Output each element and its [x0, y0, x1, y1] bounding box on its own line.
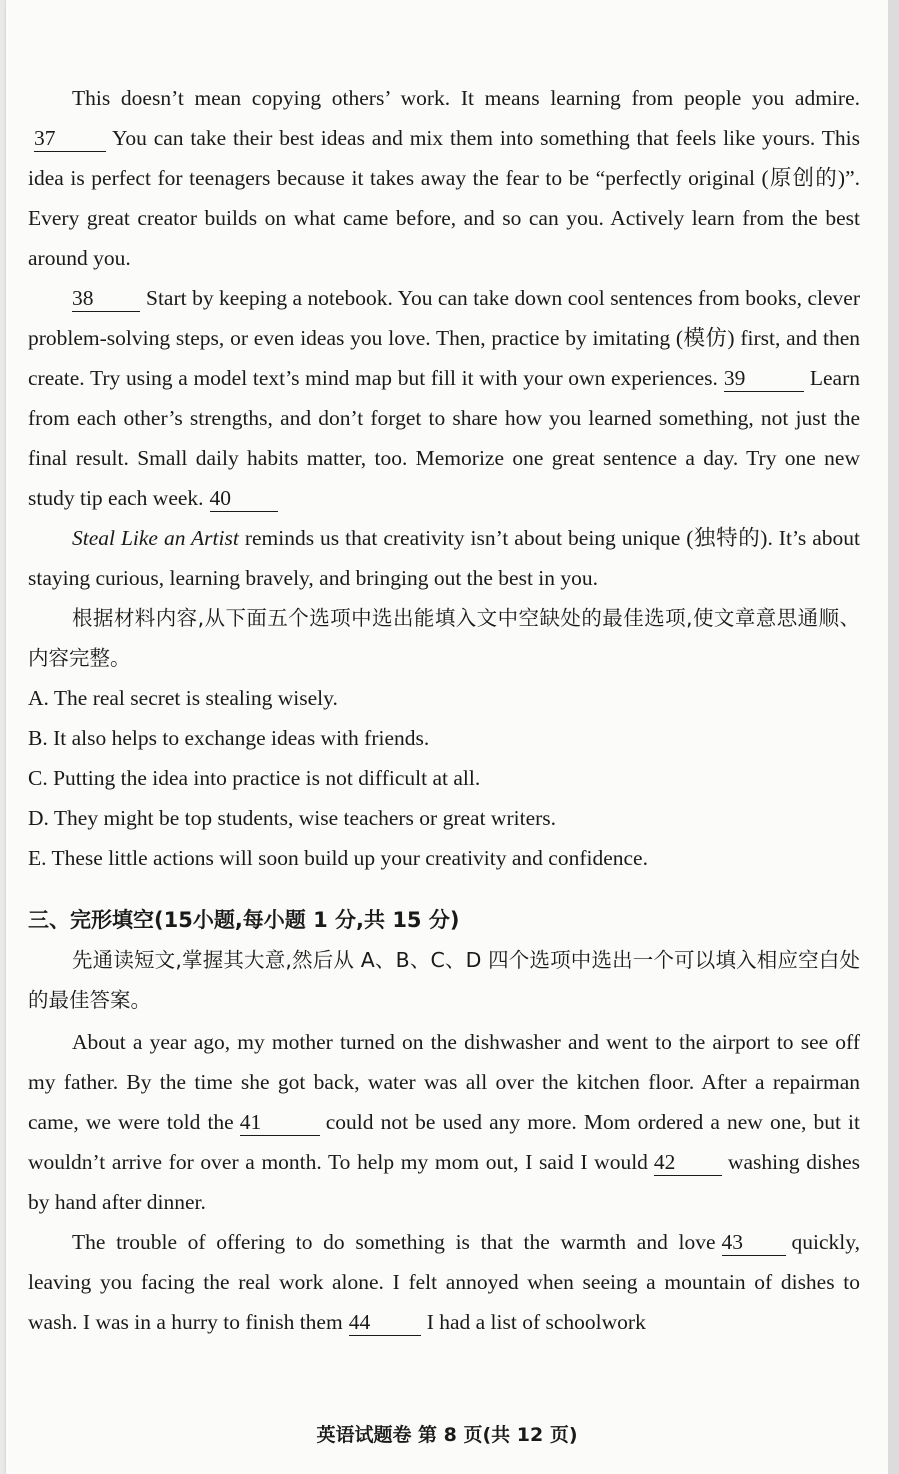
blank-39: 39: [724, 365, 804, 392]
cloze-paragraph-2: [28, 1222, 860, 1342]
option-d: D. They might be top students, wise teachers or great writers.: [28, 806, 557, 830]
seven-choose-five-instruction: 根据材料内容,从下面五个选项中选出能填入文中空缺处的最佳选项,使文章意思通顺、内容完整。: [28, 606, 860, 670]
paragraph-text: could not be used any more. Mom ordered a new one, but it wouldn’t arrive for over a month. To help my mom out, I said I would: [28, 1110, 860, 1174]
paragraph-text: This doesn’t mean copying others’ work. It means learning from people you admire.: [72, 86, 860, 110]
paragraph-text: Learn from each other’s strengths, and don’t forget to share how you learned something, not just the final result. Small daily habits matter, too. Memorize one great sentence a day. Try one new study tip each week.: [28, 366, 860, 510]
paragraph-text: quickly, leaving you facing the real work alone. I felt annoyed when seeing a mountain of dishes to wash. I was in a hurry to finish them: [28, 1230, 860, 1334]
page-edge-shadow: [888, 0, 899, 1474]
blank-40: 40: [210, 485, 278, 512]
passage-paragraph-1: [28, 78, 860, 278]
book-title: Steal Like an Artist: [72, 526, 239, 550]
paragraph-text: Start by keeping a notebook. You can take down cool sentences from books, clever problem-solving steps, or even ideas you love. Then, practice by imitating (模仿) first, and then create. Try using a model text’s mind map but fill it with your own experiences.: [28, 286, 860, 390]
option-e: E. These little actions will soon build up your creativity and confidence.: [28, 846, 648, 870]
page-footer: 英语试题卷 第 8 页(共 12 页): [316, 1424, 578, 1446]
blank-42: 42: [654, 1149, 722, 1176]
paragraph-text: I had a list of schoolwork: [426, 1310, 646, 1334]
option-b: B. It also helps to exchange ideas with friends.: [28, 726, 430, 750]
blank-41: 41: [240, 1109, 320, 1136]
blank-37: 37: [34, 125, 106, 152]
blank-44: 44: [349, 1309, 421, 1336]
paragraph-text: reminds us that creativity isn’t about being unique (独特的). It’s about staying curious, learning bravely, and bringing out the best in you.: [28, 526, 861, 590]
exam-page: [6, 0, 888, 1474]
paragraph-text: The trouble of offering to do something is that the warmth and love: [72, 1230, 716, 1254]
passage-paragraph-3: [28, 518, 860, 598]
page-content: [28, 78, 860, 1342]
blank-38: 38: [72, 285, 140, 312]
option-c: C. Putting the idea into practice is not difficult at all.: [28, 766, 481, 790]
blank-43: 43: [722, 1229, 786, 1256]
option-a: A. The real secret is stealing wisely.: [28, 686, 338, 710]
passage-paragraph-2: [28, 278, 860, 518]
cloze-instruction: 先通读短文,掌握其大意,然后从 A、B、C、D 四个选项中选出一个可以填入相应空白处的最佳答案。: [28, 948, 860, 1012]
section-title-cloze: 三、完形填空(15小题,每小题 1 分,共 15 分): [28, 908, 460, 932]
paragraph-text: You can take their best ideas and mix them into something that feels like yours. This idea is perfect for teenagers because it takes away the fear to be “perfectly original (原创的)”. Every great creator builds on what came before, and so can you. Actively learn from the best around you.: [28, 126, 860, 270]
paragraph-text: washing dishes by hand after dinner.: [28, 1150, 860, 1214]
paragraph-text: About a year ago, my mother turned on the dishwasher and went to the airport to see off my father. By the time she got back, water was all over the kitchen floor. After a repairman came, we were told the: [28, 1030, 860, 1134]
cloze-paragraph-1: [28, 1022, 860, 1222]
